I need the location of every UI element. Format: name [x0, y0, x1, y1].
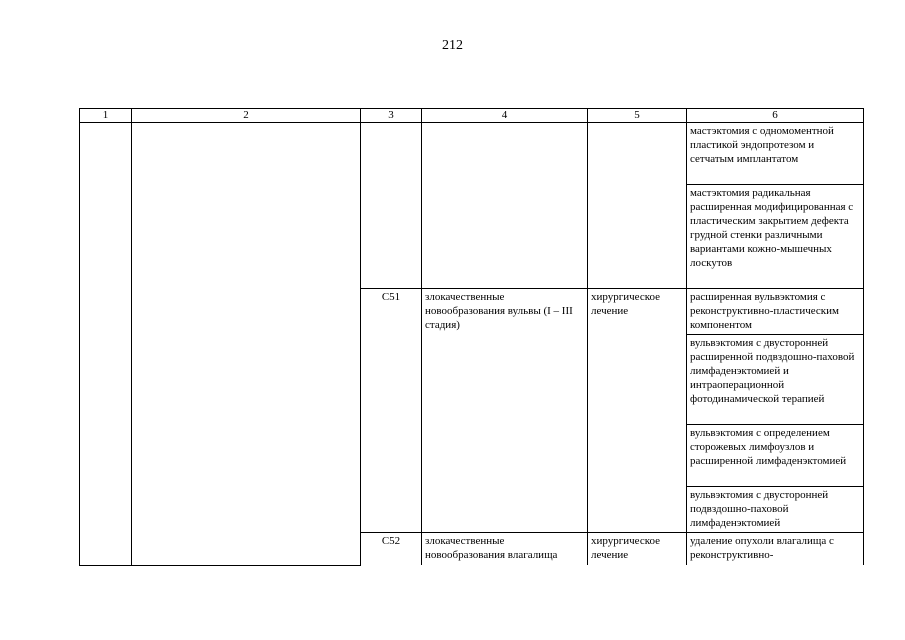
table-row: [80, 123, 864, 185]
method-cell: вульвэктомия с двусторонней расширенной подвздошно-паховой лимфаденэктомией и интраоперационной фотодинамической терапией: [687, 335, 864, 425]
column-header-6: 6: [687, 109, 864, 123]
treatment-cell: хирургическое лечение: [588, 533, 687, 566]
column-header-2: 2: [132, 109, 361, 123]
column-header-5: 5: [588, 109, 687, 123]
treatment-cell: хирургическое лечение: [588, 289, 687, 533]
diagnosis-cell: [422, 123, 588, 289]
empty-cell-col-2: [132, 123, 361, 566]
page-number: 212: [442, 38, 463, 53]
method-cell: мастэктомия радикальная расширенная модифицированная с пластическим закрытием дефекта грудной стенки различными вариантами кожно-мышечных лоскутов: [687, 185, 864, 289]
method-cell: вульвэктомия с двусторонней подвздошно-паховой лимфаденэктомией: [687, 487, 864, 533]
diagnosis-cell: злокачественные новообразования влагалища: [422, 533, 588, 566]
diagnosis-cell: злокачественные новообразования вульвы (I – III стадия): [422, 289, 588, 533]
column-header-3: 3: [361, 109, 422, 123]
code-cell: C51: [361, 289, 422, 533]
empty-cell-col-1: [80, 123, 132, 566]
treatment-cell: [588, 123, 687, 289]
table-header-row: [80, 109, 864, 123]
medical-procedures-table: [79, 108, 864, 566]
method-cell: расширенная вульвэктомия с реконструктивно-пластическим компонентом: [687, 289, 864, 335]
column-header-1: 1: [80, 109, 132, 123]
method-cell: вульвэктомия с определением сторожевых лимфоузлов и расширенной лимфаденэктомией: [687, 425, 864, 487]
code-cell: C52: [361, 533, 422, 566]
code-cell: [361, 123, 422, 289]
column-header-4: 4: [422, 109, 588, 123]
method-cell: удаление опухоли влагалища с реконструктивно-: [687, 533, 864, 566]
method-cell: мастэктомия с одномоментной пластикой эндопротезом и сетчатым имплантатом: [687, 123, 864, 185]
